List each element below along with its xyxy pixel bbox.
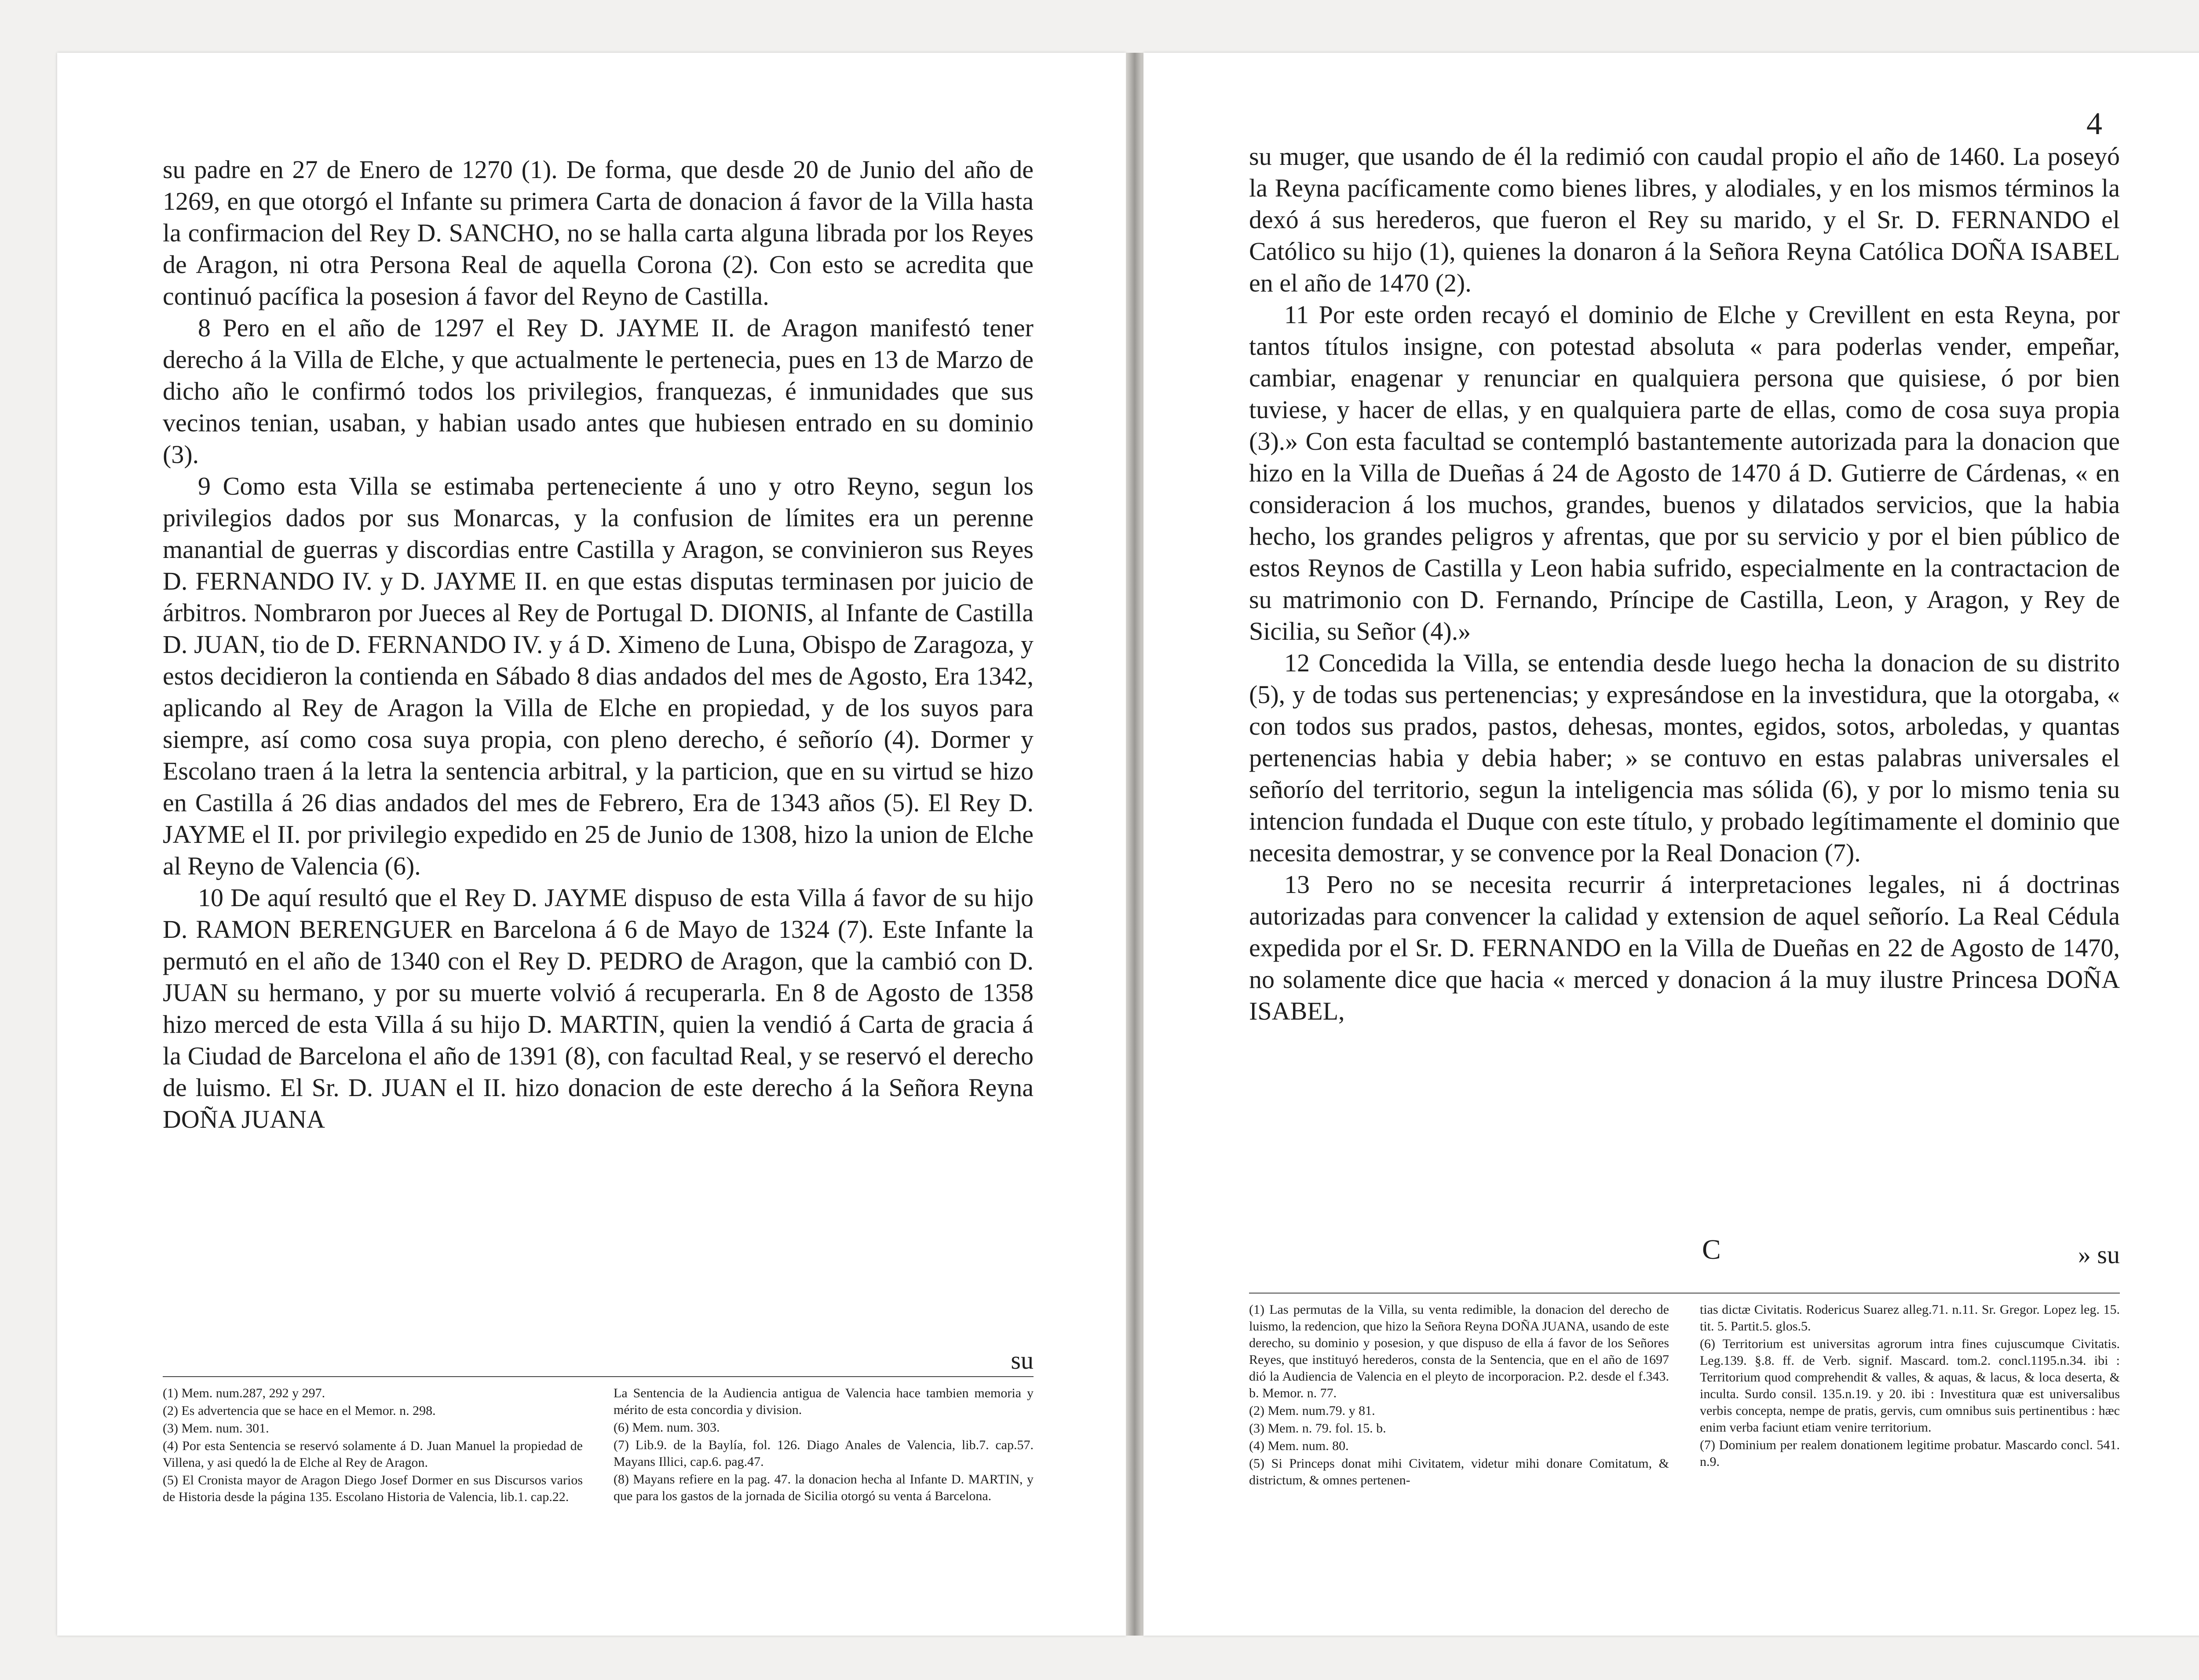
footnote: (1) Las permutas de la Villa, su venta redimible, la donacion del derecho de luismo, la redencion, que hizo la Señora Reyna DOÑA JUANA, usando de este derecho, su dominio y posesion, y que dispuso de ella á favor de los Señores Reyes, que instituyó herederos, consta de la Sentencia, que en el año de 1697 dió la Audiencia de Valencia en el pleyto de incorporacion. P.2. desde el f.343. b. Memor. n. 77.	[1249, 1302, 1669, 1400]
footnote: (4) Mem. num. 80.	[1249, 1439, 1349, 1453]
page-number: 4	[2086, 106, 2102, 141]
right-footnote-rule	[1249, 1293, 2120, 1294]
right-page	[1143, 53, 2199, 1636]
footnote: (5) El Cronista mayor de Aragon Diego Josef Dormer en sus Discursos varios de Historia desde la página 135. Escolano Historia de Valencia, lib.1. cap.22.	[163, 1473, 583, 1504]
right-paragraph-13: 13 Pero no se necesita recurrir á interpretaciones legales, ni á doctrinas autorizadas para convencer la calidad y extension de aquel señorío. La Real Cédula expedida por el Sr. D. FERNANDO en la Villa de Dueñas en 22 de Agosto de 1470, no solamente dice que hacia « merced y donacion á la muy ilustre Princesa DOÑA ISABEL,	[1249, 870, 2120, 1025]
left-paragraph-10: 10 De aquí resultó que el Rey D. JAYME dispuso de esta Villa á favor de su hijo D. RAMON BERENGUER en Barcelona á 6 de Mayo de 1324 (7). Este Infante la permutó en el año de 1340 con el Rey D. PEDRO de Aragon, que la cambió con D. JUAN su hermano, y por su muerte volvió á recuperarla. En 8 de Agosto de 1358 hizo merced de esta Villa á su hijo D. MARTIN, quien la vendió á Carta de gracia á la Ciudad de Barcelona el año de 1391 (8), con facultad Real, y se reservó el derecho de luismo. El Sr. D. JUAN el II. hizo donacion de este derecho á la Señora Reyna DOÑA JUANA	[163, 883, 1034, 1133]
footnote: (4) Por esta Sentencia se reservó solamente á D. Juan Manuel la propiedad de Villena, y asi quedó la de Elche al Rey de Aragon.	[163, 1439, 583, 1470]
footnote: tias dictæ Civitatis. Rodericus Suarez alleg.71. n.11. Sr. Gregor. Lopez leg. 15. tit. 5. Partit.5. glos.5.	[1700, 1302, 2120, 1334]
footnote: (3) Mem. n. 79. fol. 15. b.	[1249, 1421, 1386, 1436]
right-catchword: » su	[2078, 1240, 2120, 1269]
left-catchword: su	[1011, 1346, 1034, 1374]
right-paragraph-12: 12 Concedida la Villa, se entendia desde luego hecha la donacion de su distrito (5), y de todas sus pertenencias; y expresándose en la investidura, que la otorgaba, « con todos sus prados, pastos, dehesas, montes, egidos, sotos, arboledas, y quantas pertenencias habia y debia haber; » se contuvo en estas palabras universales el señorío del territorio, segun la inteligencia mas sólida (6), y por lo mismo tenia su intencion fundada el Duque con este título, y probado legítimamente el dominio que necesita demostrar, y se convence por la Real Donacion (7).	[1249, 649, 2120, 867]
left-page	[57, 53, 1126, 1636]
footnote: (7) Dominium per realem donationem legitime probatur. Mascardo concl. 541. n.9.	[1700, 1438, 2120, 1469]
right-footnotes-col2	[1700, 1301, 2120, 1490]
footnote: (5) Si Princeps donat mihi Civitatem, videtur mihi donare Comitatum, & districtum, & omnes pertenen-	[1249, 1456, 1669, 1487]
footnote: (6) Mem. num. 303.	[614, 1420, 720, 1435]
left-footnote-rule	[163, 1376, 1034, 1377]
footnote: La Sentencia de la Audiencia antigua de Valencia hace tambien memoria y mérito de esta concordia y division.	[614, 1386, 1034, 1417]
left-paragraph-9: 9 Como esta Villa se estimaba perteneciente á uno y otro Reyno, segun los privilegios dados por sus Monarcas, y la confusion de límites era un perenne manantial de guerras y discordias entre Castilla y Aragon, se convinieron sus Reyes D. FERNANDO IV. y D. JAYME II. en que estas disputas terminasen por juicio de árbitros. Nombraron por Jueces al Rey de Portugal D. DIONIS, al Infante de Castilla D. JUAN, tio de D. FERNANDO IV. y á D. Ximeno de Luna, Obispo de Zaragoza, y estos decidieron la contienda en Sábado 8 dias andados del mes de Agosto, Era 1342, aplicando al Rey de Aragon la Villa de Elche en propiedad, y de los suyos para siempre, así como cosa suya propia, con pleno derecho, é señorío (4). Dormer y Escolano traen á la letra la sentencia arbitral, y la particion, que en su virtud se hizo en Castilla á 26 dias andados del mes de Febrero, Era de 1343 años (5). El Rey D. JAYME el II. por privilegio expedido en 25 de Junio de 1308, hizo la union de Elche al Reyno de Valencia (6).	[163, 472, 1034, 880]
footnote: (2) Mem. num.79. y 81.	[1249, 1403, 1375, 1418]
book-gutter	[1126, 53, 1143, 1636]
footnote: (2) Es advertencia que se hace en el Memor. n. 298.	[163, 1403, 436, 1418]
right-footnotes-col1	[1249, 1301, 1669, 1490]
footnote: (7) Lib.9. de la Baylía, fol. 126. Diago Anales de Valencia, lib.7. cap.57. Mayans Illici, cap.6. pag.47.	[614, 1438, 1034, 1469]
right-paragraph-11: 11 Por este orden recayó el dominio de Elche y Crevillent en esta Reyna, por tantos títulos insigne, con potestad absoluta « para poderlas vender, empeñar, cambiar, enagenar y renunciar en qualquiera persona que quisiese, ó por bien tuviese, y hacer de ellas, y en qualquiera parte de ellas, como de cosa suya propia (3).» Con esta facultad se contempló bastantemente autorizada para la donacion que hizo en la Villa de Dueñas á 24 de Agosto de 1470 á D. Gutierre de Cárdenas, « en consideracion á los muchos, grandes, buenos y dilatados servicios, que la habia hecho, los grandes peligros y afrentas, que por su servicio y por el bien público de estos Reynos de Castilla y Leon habia sufrido, especialmente en la contractacion de su matrimonio con D. Fernando, Príncipe de Castilla, Leon, y Aragon, y Rey de Sicilia, su Señor (4).»	[1249, 300, 2120, 645]
left-footnotes-col2	[614, 1385, 1034, 1506]
right-body-text	[1249, 141, 2120, 1027]
left-paragraph-continuation: su padre en 27 de Enero de 1270 (1). De forma, que desde 20 de Junio del año de 1269, en que otorgó el Infante su primera Carta de donacion á favor de la Villa hasta la confirmacion del Rey D. SANCHO, no se halla carta alguna librada por los Reyes de Aragon, ni otra Persona Real de aquella Corona (2). Con esto se acredita que continuó pacífica la posesion á favor del Reyno de Castilla.	[163, 155, 1034, 310]
footnote: (8) Mayans refiere en la pag. 47. la donacion hecha al Infante D. MARTIN, y que para los gastos de la jornada de Sicilia otorgó su venta á Barcelona.	[614, 1472, 1034, 1503]
left-paragraph-8: 8 Pero en el año de 1297 el Rey D. JAYME II. de Aragon manifestó tener derecho á la Villa de Elche, y que actualmente le pertenecia, pues en 13 de Marzo de dicho año le confirmó todos los privilegios, franquezas, é inmunidades que sus vecinos tenian, usaban, y habian usado antes que hubiesen entrado en su dominio (3).	[163, 313, 1034, 469]
left-footnotes	[163, 1385, 1034, 1506]
signature-mark: C	[1702, 1234, 1721, 1265]
left-footnotes-col1	[163, 1385, 583, 1506]
book-spread	[57, 53, 2199, 1636]
footnote: (1) Mem. num.287, 292 y 297.	[163, 1386, 325, 1400]
footnote: (6) Territorium est universitas agrorum intra fines cujuscumque Civitatis. Leg.139. §.8. ff. de Verb. signif. Mascard. tom.2. concl.1195.n.34. ibi : Territorium quod comprehendit & valles, & aquas, & lacus, & loca deserta, & inculta. Surdo consil. 135.n.19. y 20. ibi : Investitura quæ est universalibus verbis concepta, nempe de pratis, gervis, cum omnibus suis pertinentibus : hæc enim verba faciunt etiam venire territorium.	[1700, 1337, 2120, 1435]
right-paragraph-continuation: su muger, que usando de él la redimió con caudal propio el año de 1460. La poseyó la Reyna pacíficamente como bienes libres, y alodiales, y en los mismos términos la dexó á sus herederos, que fueron el Rey su marido, y el Sr. D. FERNANDO el Católico su hijo (1), quienes la donaron á la Señora Reyna Católica DOÑA ISABEL en el año de 1470 (2).	[1249, 142, 2120, 297]
left-body-text	[163, 154, 1034, 1135]
footnote: (3) Mem. num. 301.	[163, 1421, 269, 1436]
right-footnotes	[1249, 1301, 2120, 1490]
